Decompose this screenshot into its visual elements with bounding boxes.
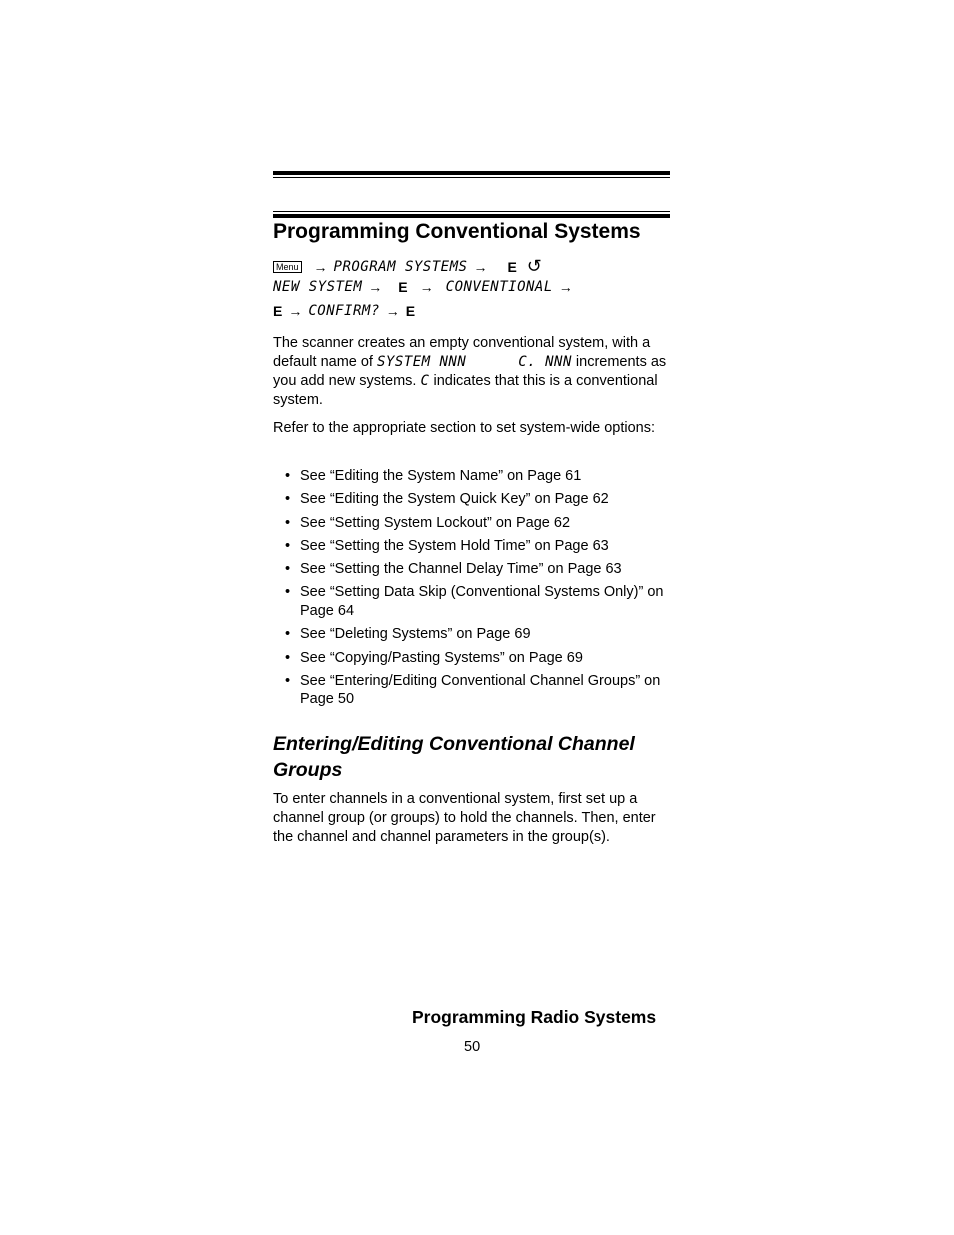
lcd-c: C (420, 373, 430, 389)
e-key: E (273, 303, 283, 319)
lcd-program-systems: PROGRAM SYSTEMS (333, 258, 468, 275)
section-title: Programming Conventional Systems (273, 220, 641, 243)
arrow-icon: → (419, 279, 434, 295)
list-item: • See “Setting Data Skip (Conventional Systems Only)” on Page 64 (273, 583, 673, 620)
page-number: 50 (464, 1039, 481, 1055)
nav-path-line-2 (273, 279, 579, 295)
lcd-c-nnn: C. NNN (518, 354, 572, 370)
footer-chapter-title: Programming Radio Systems (412, 1007, 657, 1027)
refer-paragraph: Refer to the appropriate section to set system-wide options: (273, 420, 656, 436)
arrow-icon: → (288, 303, 303, 319)
intro-paragraph: The scanner creates an empty conventional system, with a default name of SYSTEM NNN C. NNN increments as you add new systems. C indicates that this is a conventional system. (273, 335, 667, 408)
top-rule-thick (273, 171, 670, 175)
list-item: • See “Deleting Systems” on Page 69 (273, 625, 673, 644)
top-rule-thin (273, 177, 670, 178)
arrow-icon: → (385, 303, 400, 319)
e-key: E (507, 258, 517, 275)
lcd-system-nnn: SYSTEM NNN (377, 354, 467, 370)
list-item: • See “Setting System Lockout” on Page 62 (273, 514, 673, 533)
scroll-knob-icon: ↺ (526, 256, 542, 276)
subsection-paragraph: To enter channels in a conventional system, first set up a channel group (or groups) to hold the channels. Then, enter the channel and channel parameters in the group(s). (273, 791, 656, 845)
list-item: • See “Copying/Pasting Systems” on Page 69 (273, 649, 673, 668)
e-key: E (405, 303, 416, 319)
see-also-list (273, 467, 673, 714)
e-key: E (398, 279, 408, 295)
list-item: • See “Setting the Channel Delay Time” on Page 63 (273, 560, 673, 579)
arrow-icon: → (313, 258, 328, 275)
lcd-confirm: CONFIRM? (308, 303, 380, 319)
section-rule-thick (273, 214, 670, 218)
arrow-icon: → (558, 279, 573, 295)
section-rule-thin (273, 211, 670, 212)
list-item: • See “Editing the System Quick Key” on Page 62 (273, 490, 673, 509)
nav-path-line-1 (273, 256, 542, 277)
arrow-icon: → (473, 258, 488, 275)
arrow-icon: → (368, 279, 383, 295)
list-item: • See “Editing the System Name” on Page 61 (273, 467, 673, 486)
list-item: • See “Entering/Editing Conventional Channel Groups” on Page 50 (273, 672, 673, 709)
menu-key-icon: Menu (273, 261, 302, 273)
nav-path-line-3 (273, 303, 421, 319)
subsection-title: Entering/Editing Conventional Channel Groups (273, 733, 635, 781)
lcd-new-system: NEW SYSTEM (273, 279, 363, 295)
lcd-conventional: CONVENTIONAL (445, 279, 553, 295)
list-item: • See “Setting the System Hold Time” on Page 63 (273, 537, 673, 556)
